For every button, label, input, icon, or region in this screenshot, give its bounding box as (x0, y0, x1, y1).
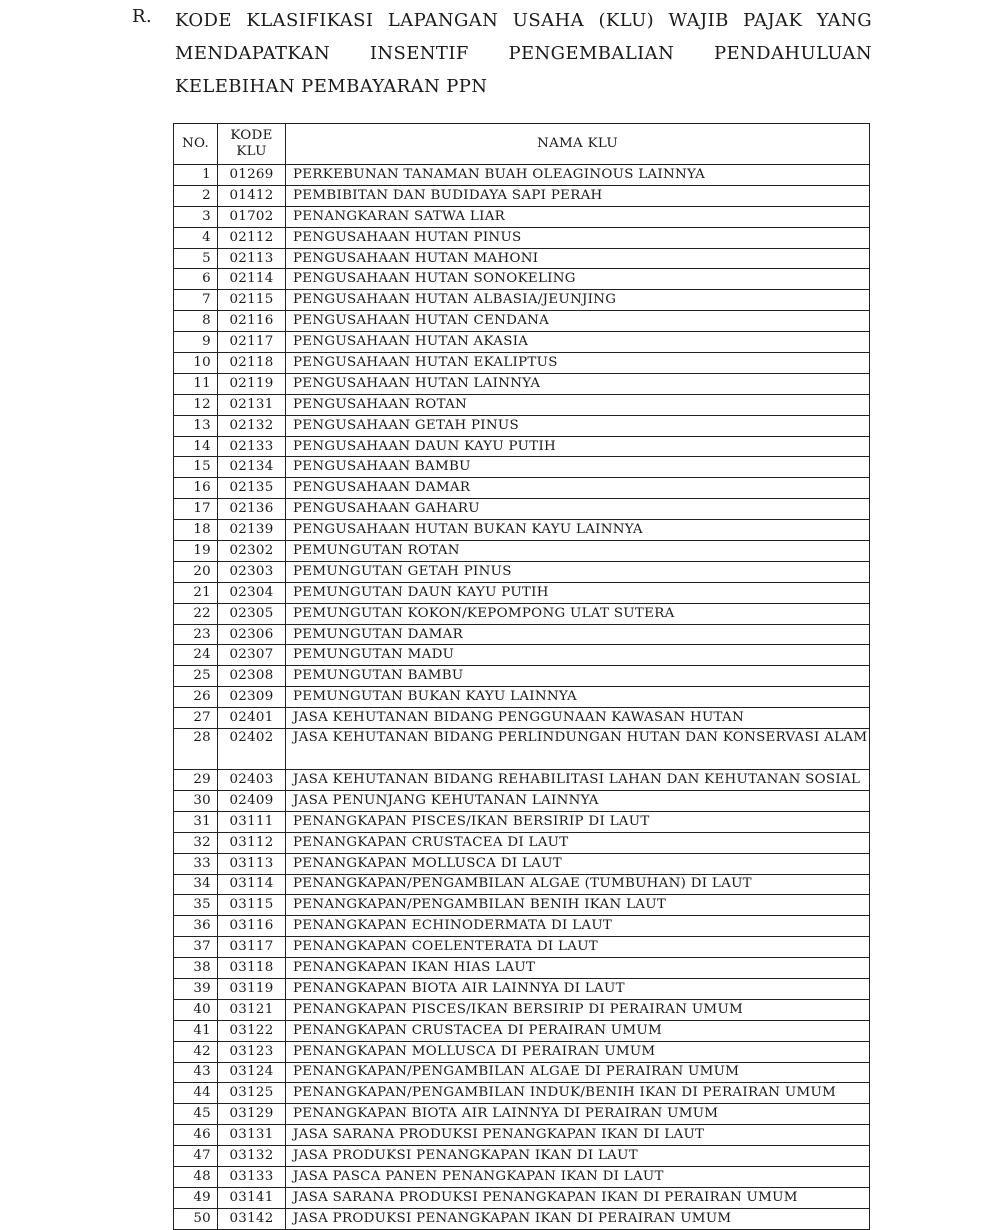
row-kode-klu: 03141 (218, 1187, 286, 1208)
row-number: 25 (174, 666, 218, 687)
table-row (174, 1083, 870, 1104)
row-number: 34 (174, 874, 218, 895)
row-number: 14 (174, 436, 218, 457)
row-number: 33 (174, 853, 218, 874)
table-row (174, 874, 870, 895)
table-row (174, 541, 870, 562)
row-kode-klu: 02302 (218, 541, 286, 562)
row-nama-klu: PENANGKAPAN IKAN HIAS LAUT (286, 958, 870, 979)
row-nama-klu: PENANGKAPAN BIOTA AIR LAINNYA DI LAUT (286, 978, 870, 999)
row-number: 17 (174, 499, 218, 520)
row-nama-klu: PENANGKAPAN ECHINODERMATA DI LAUT (286, 916, 870, 937)
row-kode-klu: 03133 (218, 1166, 286, 1187)
row-kode-klu: 03132 (218, 1146, 286, 1167)
table-row (174, 1208, 870, 1229)
row-nama-klu: PENANGKAPAN MOLLUSCA DI LAUT (286, 853, 870, 874)
row-nama-klu: PENGUSAHAAN DAMAR (286, 478, 870, 499)
table-row (174, 311, 870, 332)
row-kode-klu: 02305 (218, 603, 286, 624)
table-row (174, 853, 870, 874)
table-row (174, 436, 870, 457)
row-nama-klu: PENGUSAHAAN HUTAN AKASIA (286, 332, 870, 353)
row-nama-klu: PENANGKAPAN PISCES/IKAN BERSIRIP DI LAUT (286, 811, 870, 832)
row-nama-klu: PENGUSAHAAN DAUN KAYU PUTIH (286, 436, 870, 457)
row-nama-klu: PENANGKAPAN/PENGAMBILAN INDUK/BENIH IKAN DI PERAIRAN UMUM (286, 1083, 870, 1104)
row-nama-klu: PENANGKAPAN/PENGAMBILAN BENIH IKAN LAUT (286, 895, 870, 916)
row-nama-klu: JASA KEHUTANAN BIDANG PERLINDUNGAN HUTAN DAN KONSERVASI ALAM (286, 729, 870, 770)
table-row (174, 603, 870, 624)
row-kode-klu: 02307 (218, 645, 286, 666)
row-nama-klu: PENGUSAHAAN BAMBU (286, 457, 870, 478)
row-kode-klu: 03129 (218, 1104, 286, 1125)
header-kode-line1: KODE (230, 128, 273, 143)
row-nama-klu: JASA SARANA PRODUKSI PENANGKAPAN IKAN DI LAUT (286, 1125, 870, 1146)
row-nama-klu: PEMUNGUTAN GETAH PINUS (286, 561, 870, 582)
row-number: 37 (174, 937, 218, 958)
row-number: 30 (174, 790, 218, 811)
row-kode-klu: 01702 (218, 206, 286, 227)
row-kode-klu: 02306 (218, 624, 286, 645)
section-heading (0, 0, 1000, 110)
table-row (174, 708, 870, 729)
row-number: 18 (174, 520, 218, 541)
table-row (174, 165, 870, 186)
row-number: 13 (174, 415, 218, 436)
row-nama-klu: PEMUNGUTAN DAMAR (286, 624, 870, 645)
row-kode-klu: 02139 (218, 520, 286, 541)
table-row (174, 770, 870, 791)
row-kode-klu: 02112 (218, 227, 286, 248)
table-row (174, 999, 870, 1020)
table-row (174, 332, 870, 353)
row-kode-klu: 02115 (218, 290, 286, 311)
row-nama-klu: JASA KEHUTANAN BIDANG PENGGUNAAN KAWASAN HUTAN (286, 708, 870, 729)
row-number: 24 (174, 645, 218, 666)
row-kode-klu: 02135 (218, 478, 286, 499)
row-kode-klu: 02119 (218, 373, 286, 394)
table-row (174, 1166, 870, 1187)
row-number: 42 (174, 1041, 218, 1062)
row-nama-klu: PEMUNGUTAN KOKON/KEPOMPONG ULAT SUTERA (286, 603, 870, 624)
table-row (174, 1146, 870, 1167)
row-nama-klu: JASA PASCA PANEN PENANGKAPAN IKAN DI LAUT (286, 1166, 870, 1187)
table-row (174, 394, 870, 415)
row-number: 2 (174, 185, 218, 206)
row-number: 21 (174, 582, 218, 603)
row-number: 16 (174, 478, 218, 499)
row-number: 40 (174, 999, 218, 1020)
row-number: 49 (174, 1187, 218, 1208)
row-number: 4 (174, 227, 218, 248)
row-kode-klu: 03118 (218, 958, 286, 979)
row-nama-klu: PENGUSAHAAN HUTAN CENDANA (286, 311, 870, 332)
row-nama-klu: PENANGKAPAN COELENTERATA DI LAUT (286, 937, 870, 958)
row-kode-klu: 03122 (218, 1020, 286, 1041)
row-nama-klu: PEMUNGUTAN MADU (286, 645, 870, 666)
header-kode-line2: KLU (236, 144, 267, 159)
row-kode-klu: 02304 (218, 582, 286, 603)
row-nama-klu: PENANGKAPAN/PENGAMBILAN ALGAE (TUMBUHAN) DI LAUT (286, 874, 870, 895)
header-no: NO. (174, 124, 218, 165)
row-kode-klu: 02308 (218, 666, 286, 687)
section-title: KODE KLASIFIKASI LAPANGAN USAHA (KLU) WAJIB PAJAK YANG MENDAPATKAN INSENTIF PENGEMBALIAN PENDAHULUAN KELEBIHAN PEMBAYARAN PPN (175, 10, 872, 97)
row-number: 44 (174, 1083, 218, 1104)
row-kode-klu: 02403 (218, 770, 286, 791)
row-kode-klu: 02401 (218, 708, 286, 729)
table-row (174, 561, 870, 582)
row-number: 50 (174, 1208, 218, 1229)
header-kode-klu (218, 124, 286, 165)
row-nama-klu: JASA PRODUKSI PENANGKAPAN IKAN DI LAUT (286, 1146, 870, 1167)
section-letter: R. (132, 6, 153, 27)
row-number: 28 (174, 729, 218, 770)
table-row (174, 937, 870, 958)
row-nama-klu: PENGUSAHAAN GAHARU (286, 499, 870, 520)
row-kode-klu: 02118 (218, 353, 286, 374)
table-row (174, 958, 870, 979)
row-kode-klu: 03123 (218, 1041, 286, 1062)
table-row (174, 790, 870, 811)
row-number: 6 (174, 269, 218, 290)
table-row (174, 373, 870, 394)
table-row (174, 895, 870, 916)
row-number: 39 (174, 978, 218, 999)
table-row (174, 1041, 870, 1062)
table-row (174, 978, 870, 999)
row-kode-klu: 02117 (218, 332, 286, 353)
row-nama-klu: PENANGKAPAN PISCES/IKAN BERSIRIP DI PERAIRAN UMUM (286, 999, 870, 1020)
row-kode-klu: 03114 (218, 874, 286, 895)
row-kode-klu: 02303 (218, 561, 286, 582)
row-number: 11 (174, 373, 218, 394)
row-nama-klu: PEMUNGUTAN DAUN KAYU PUTIH (286, 582, 870, 603)
row-number: 9 (174, 332, 218, 353)
row-number: 7 (174, 290, 218, 311)
table-row (174, 520, 870, 541)
row-nama-klu: PENGUSAHAAN HUTAN BUKAN KAYU LAINNYA (286, 520, 870, 541)
table-row (174, 206, 870, 227)
row-nama-klu: PENGUSAHAAN HUTAN ALBASIA/JEUNJING (286, 290, 870, 311)
row-kode-klu: 01269 (218, 165, 286, 186)
row-nama-klu: PENGUSAHAAN GETAH PINUS (286, 415, 870, 436)
row-number: 27 (174, 708, 218, 729)
table-row (174, 916, 870, 937)
header-nama-klu: NAMA KLU (286, 124, 870, 165)
row-kode-klu: 02402 (218, 729, 286, 770)
row-nama-klu: PENGUSAHAAN HUTAN EKALIPTUS (286, 353, 870, 374)
table-row (174, 666, 870, 687)
row-kode-klu: 03125 (218, 1083, 286, 1104)
table-row (174, 687, 870, 708)
table-row (174, 1125, 870, 1146)
row-number: 19 (174, 541, 218, 562)
row-number: 20 (174, 561, 218, 582)
klu-table-body (174, 165, 870, 1230)
row-kode-klu: 02132 (218, 415, 286, 436)
row-number: 8 (174, 311, 218, 332)
row-kode-klu: 03124 (218, 1062, 286, 1083)
row-nama-klu: PENANGKAPAN/PENGAMBILAN ALGAE DI PERAIRAN UMUM (286, 1062, 870, 1083)
row-number: 31 (174, 811, 218, 832)
row-number: 41 (174, 1020, 218, 1041)
row-nama-klu: PEMUNGUTAN BAMBU (286, 666, 870, 687)
row-number: 29 (174, 770, 218, 791)
row-nama-klu: PENANGKAPAN CRUSTACEA DI LAUT (286, 832, 870, 853)
row-nama-klu: PENANGKARAN SATWA LIAR (286, 206, 870, 227)
table-row (174, 811, 870, 832)
row-kode-klu: 02116 (218, 311, 286, 332)
row-kode-klu: 02136 (218, 499, 286, 520)
header-row (174, 124, 870, 165)
row-kode-klu: 02133 (218, 436, 286, 457)
row-number: 32 (174, 832, 218, 853)
row-number: 23 (174, 624, 218, 645)
row-nama-klu: PEMUNGUTAN ROTAN (286, 541, 870, 562)
row-nama-klu: PENANGKAPAN CRUSTACEA DI PERAIRAN UMUM (286, 1020, 870, 1041)
row-number: 1 (174, 165, 218, 186)
row-kode-klu: 03115 (218, 895, 286, 916)
row-kode-klu: 03116 (218, 916, 286, 937)
row-number: 26 (174, 687, 218, 708)
table-row (174, 457, 870, 478)
row-kode-klu: 01412 (218, 185, 286, 206)
table-row (174, 290, 870, 311)
table-row (174, 1187, 870, 1208)
table-row (174, 185, 870, 206)
row-nama-klu: PENGUSAHAAN ROTAN (286, 394, 870, 415)
table-row (174, 478, 870, 499)
row-kode-klu: 03117 (218, 937, 286, 958)
row-nama-klu: PENGUSAHAAN HUTAN LAINNYA (286, 373, 870, 394)
row-nama-klu: PENGUSAHAAN HUTAN SONOKELING (286, 269, 870, 290)
table-row (174, 248, 870, 269)
table-row (174, 415, 870, 436)
row-kode-klu: 03119 (218, 978, 286, 999)
row-kode-klu: 03131 (218, 1125, 286, 1146)
row-number: 43 (174, 1062, 218, 1083)
klu-table (173, 123, 870, 1230)
row-number: 46 (174, 1125, 218, 1146)
row-number: 22 (174, 603, 218, 624)
table-row (174, 729, 870, 770)
row-nama-klu: PENANGKAPAN BIOTA AIR LAINNYA DI PERAIRAN UMUM (286, 1104, 870, 1125)
row-kode-klu: 02134 (218, 457, 286, 478)
table-row (174, 1104, 870, 1125)
row-nama-klu: JASA SARANA PRODUKSI PENANGKAPAN IKAN DI PERAIRAN UMUM (286, 1187, 870, 1208)
row-kode-klu: 02114 (218, 269, 286, 290)
row-number: 3 (174, 206, 218, 227)
row-nama-klu: JASA PRODUKSI PENANGKAPAN IKAN DI PERAIRAN UMUM (286, 1208, 870, 1229)
klu-table-header (174, 124, 870, 165)
row-number: 47 (174, 1146, 218, 1167)
row-kode-klu: 03112 (218, 832, 286, 853)
table-row (174, 1020, 870, 1041)
row-kode-klu: 03113 (218, 853, 286, 874)
row-nama-klu: PENGUSAHAAN HUTAN MAHONI (286, 248, 870, 269)
table-row (174, 582, 870, 603)
table-row (174, 353, 870, 374)
row-number: 12 (174, 394, 218, 415)
row-number: 38 (174, 958, 218, 979)
table-row (174, 499, 870, 520)
row-kode-klu: 03142 (218, 1208, 286, 1229)
row-nama-klu: PEMBIBITAN DAN BUDIDAYA SAPI PERAH (286, 185, 870, 206)
row-kode-klu: 02309 (218, 687, 286, 708)
row-nama-klu: PENGUSAHAAN HUTAN PINUS (286, 227, 870, 248)
row-kode-klu: 02131 (218, 394, 286, 415)
row-kode-klu: 03111 (218, 811, 286, 832)
row-nama-klu: PENANGKAPAN MOLLUSCA DI PERAIRAN UMUM (286, 1041, 870, 1062)
row-number: 35 (174, 895, 218, 916)
table-row (174, 832, 870, 853)
table-row (174, 645, 870, 666)
row-number: 15 (174, 457, 218, 478)
table-row (174, 624, 870, 645)
row-number: 5 (174, 248, 218, 269)
table-row (174, 227, 870, 248)
row-nama-klu: PEMUNGUTAN BUKAN KAYU LAINNYA (286, 687, 870, 708)
row-nama-klu: JASA PENUNJANG KEHUTANAN LAINNYA (286, 790, 870, 811)
row-kode-klu: 02113 (218, 248, 286, 269)
row-number: 10 (174, 353, 218, 374)
row-nama-klu: PERKEBUNAN TANAMAN BUAH OLEAGINOUS LAINNYA (286, 165, 870, 186)
table-row (174, 269, 870, 290)
row-number: 45 (174, 1104, 218, 1125)
row-kode-klu: 03121 (218, 999, 286, 1020)
row-kode-klu: 02409 (218, 790, 286, 811)
table-row (174, 1062, 870, 1083)
row-number: 36 (174, 916, 218, 937)
row-number: 48 (174, 1166, 218, 1187)
row-nama-klu: JASA KEHUTANAN BIDANG REHABILITASI LAHAN DAN KEHUTANAN SOSIAL (286, 770, 870, 791)
